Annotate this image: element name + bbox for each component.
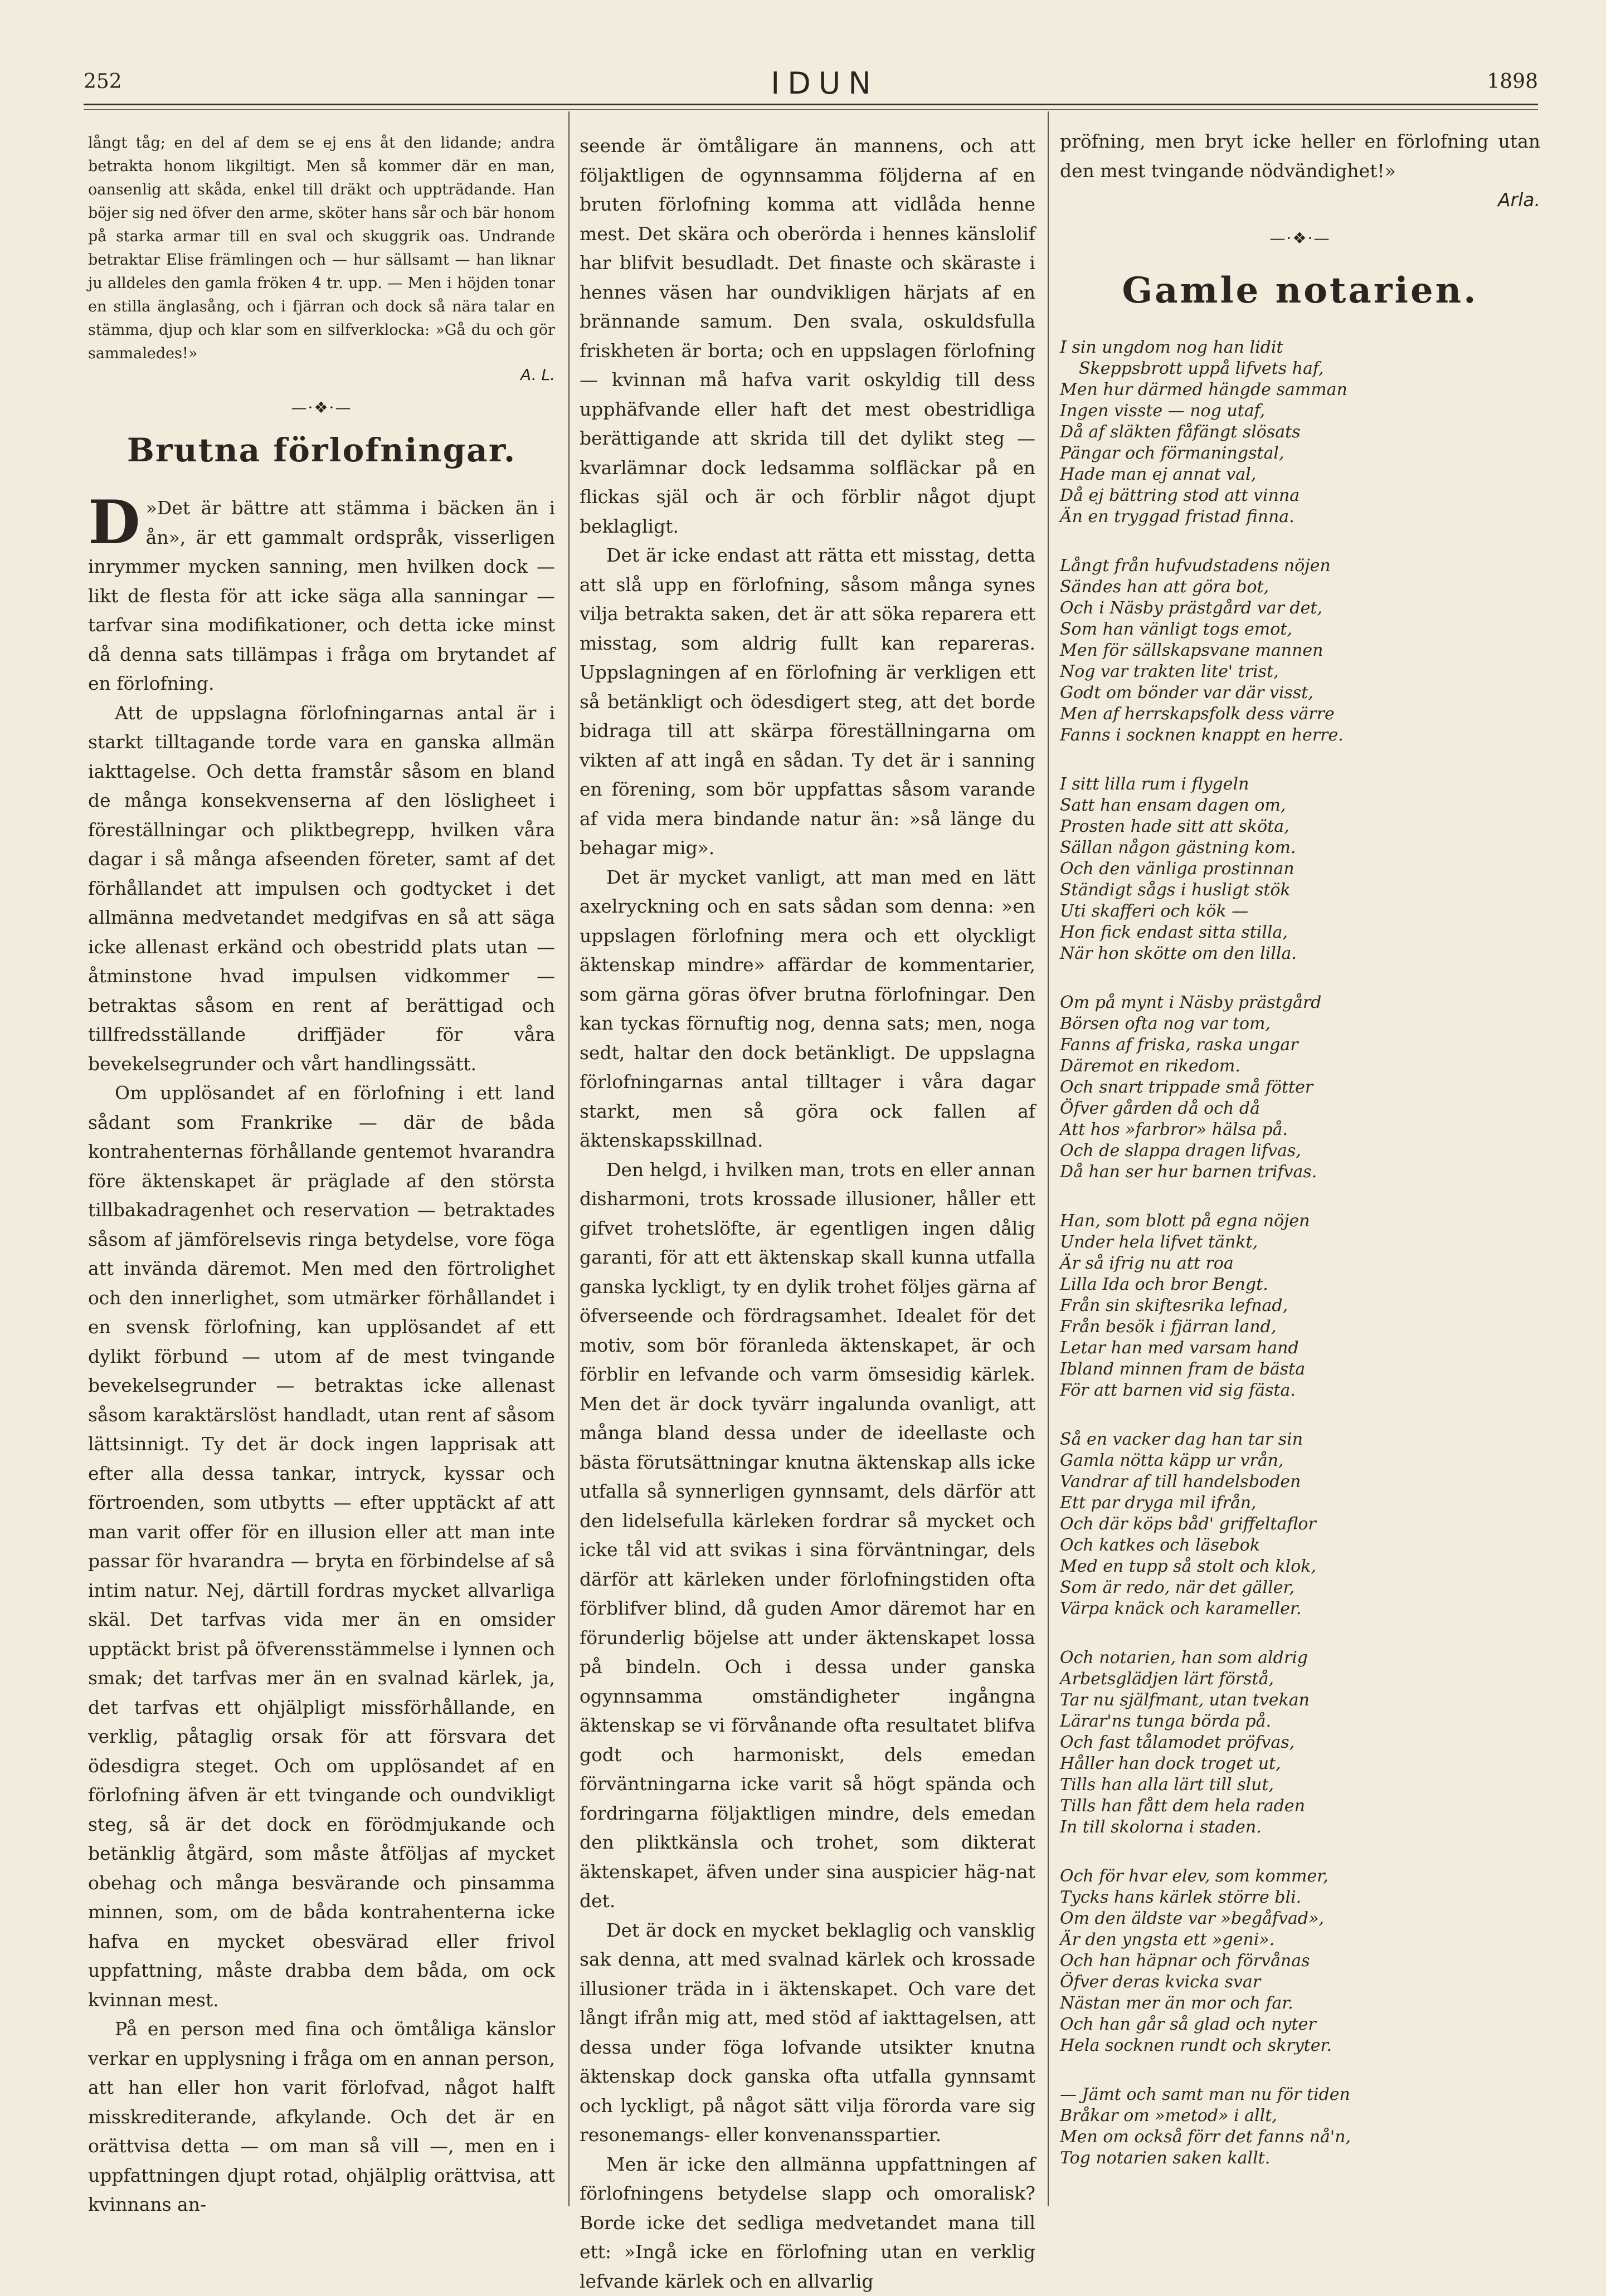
poem-line: Hon fick endast sitta stilla, [1060, 922, 1540, 943]
poem-line: Bråkar om »metod» i allt, [1060, 2105, 1540, 2127]
poem-line: Håller han dock troget ut, [1060, 1753, 1540, 1775]
poem-line: Men för sällskapsvane mannen [1060, 640, 1540, 661]
poem-line: Hade man ej annat val, [1060, 464, 1540, 485]
poem-line: Och katkes och läsebok [1060, 1535, 1540, 1556]
poem-line: Tycks hans kärlek större bli. [1060, 1887, 1540, 1908]
poem-line: Som är redo, när det gäller, [1060, 1577, 1540, 1598]
article-paragraph: På en person med fina och ömtåliga känslor verkar en upplysning i fråga om en annan person, att han eller hon varit förlofvad, något halft misskrediterande, afkylande. Och det är en orättvisa detta — om man så vill —, men en i uppfattningen djupt rotad, ohjälplig orättvisa, att kvinnans an- [88, 2015, 555, 2220]
article-paragraph: Den helgd, i hvilken man, trots en eller annan disharmoni, trots krossade illusioner, håller ett gifvet trohetslöfte, är egentligen ingen dålig garanti, för att ett äktenskap skall kunna utfalla ganska lyckligt, ty en dylik trohet följes gärna af öfverseende och fördragsamhet. Idealet för det motiv, som bör föranleda äktenskapet, är och förblir en lefvande och varm ömsesidig kärlek. Men det är dock tyvärr ingalunda ovanligt, att många bland dessa under de ideellaste och bästa förutsättningar knutna äktenskap alls icke utfalla så synnerligen gynnsamt, dels därför att den lidelsefulla kärleken fordrar så mycket och icke tål vid att svikas i sina förväntningar, dels därför att kärleken under förlofningstiden ofta förblifver blind, då guden Amor däremot har en förunderlig böjelse att under äktenskapet lossa på bindeln. Och i dessa under ganska ogynnsamma omständigheter ingångna äktenskap se vi förvånande ofta resultatet blifva godt och harmoniskt, dels emedan förväntningarna icke varit så högt spända och fordringarna följaktligen mindre, dels emedan den pliktkänsla och trohet, som dikterat äktenskapet, äfven under sina auspicier häg-nat det. [580, 1156, 1035, 1916]
poem-line: Om den äldste var »begåfvad», [1060, 1908, 1540, 1929]
poem-stanza [1060, 555, 1540, 746]
poem-line: Så en vacker dag han tar sin [1060, 1429, 1540, 1450]
poem-stanza [1060, 1211, 1540, 1401]
header-rule [84, 104, 1538, 105]
poem-line: Och han går så glad och nyter [1060, 2014, 1540, 2035]
first-paragraph-text: »Det är bättre att stämma i bäcken än i ån», är ett gammalt ordspråk, visserligen inrymmer mycken sanning, men hvilken dock — likt de flesta för att icke säga alla sanningar — tarfvar sina modifikationer, och detta icke minst då denna sats tillämpas i fråga om brytandet af en förlofning. [88, 497, 555, 694]
poem-line: Sändes han att göra bot, [1060, 577, 1540, 598]
article-paragraph: Det är mycket vanligt, att man med en lätt axelryckning och en sats sådan som denna: »en uppslagen förlofning mera och ett olyckligt äktenskap mindre» affärdar de kommentarier, som gärna göras öfver brutna förlofningar. Den kan tyckas förnuftig nog, denna sats; men, noga sedt, haltar den dock betänkligt. De uppslagna förlofningarnas antal tilltager i våra dagar starkt, men så göra ock fallen af äktenskapsskillnad. [580, 863, 1035, 1156]
article-paragraph: Om upplösandet af en förlofning i ett land sådant som Frankrike — där de båda kontrahenternas förhållande gentemot hvarandra före äktenskapet är präglade af den största tillbakadragenhet och reservation — betraktades såsom af jämförelsevis ringa betydelse, vore föga att invända däremot. Men med den förtrolighet och den innerlighet, som utmärker förhållandet i en svensk förlofning, kan upplösandet af ett dylikt förbund — utom af de mest tvingande bevekelsegrunder — betraktas icke allenast såsom karaktärslöst handladt, utan rent af såsom lättsinnigt. Ty det är dock ingen lapprisak att efter alla dessa tankar, intryck, kyssar och förtroenden, som utbytts — efter upptäckt af att man varit offer för en illusion eller att man inte passar för hvarandra — bryta en förbindelse af så intim natur. Nej, därtill fordras mycket allvarliga skäl. Det tarfvas vida mer än en omsider upptäckt brist på öfverensstämmelse i lynnen och smak; det tarfvas mer än en svalnad kärlek, ja, det tarfvas ett ohjälpligt missförhållande, en verklig, påtaglig orsak för att försvara det ödesdigra steget. Och om upplösandet af en förlofning äfven är ett tvingande och oundvikligt steg, så är det dock en förödmjukande och betänklig åtgärd, som måste åtföljas af mycket obehag och många besvärande och pinsamma minnen, som, om de båda kontrahenterna icke hafva en mycket obesvärad eller frivol uppfattning, måste drabba dem båda, om ock kvinnan mest. [88, 1079, 555, 2015]
poem-line: Tog notarien saken kallt. [1060, 2148, 1540, 2169]
poem-line: När hon skötte om den lilla. [1060, 943, 1540, 964]
article-signature: Arla. [1060, 186, 1540, 215]
poem-line: Fanns i socknen knappt en herre. [1060, 725, 1540, 746]
poem-line: Och snart trippade små fötter [1060, 1077, 1540, 1098]
page-number: 252 [84, 70, 122, 93]
poem-line: Och de slappa dragen lifvas, [1060, 1140, 1540, 1162]
poem-stanza [1060, 992, 1540, 1183]
previous-article-end [88, 131, 555, 384]
poem-line: I sin ungdom nog han lidit [1060, 337, 1540, 358]
article-paragraph: Men är icke den allmänna uppfattningen af förlofningens betydelse slapp och omoralisk? Borde icke det sedliga medvetandet mana till ett: »Ingå icke en förlofning utan en verklig lefvande kärlek och en allvarlig [580, 2150, 1035, 2296]
poem-line: Skeppsbrott uppå lifvets haf, [1060, 358, 1540, 379]
poem-line: Hela socknen rundt och skryter. [1060, 2035, 1540, 2056]
header-rule-thin [84, 109, 1538, 110]
poem-line: Ett par dryga mil ifrån, [1060, 1493, 1540, 1514]
masthead: IDUN [741, 66, 908, 101]
poem-line: Och han häpnar och förvånas [1060, 1951, 1540, 1972]
drop-cap: D [88, 496, 140, 549]
poem-line: Öfver gården då och då [1060, 1098, 1540, 1119]
poem-line: Nästan mer än mor och far. [1060, 1993, 1540, 2014]
poem-stanza [1060, 1429, 1540, 1620]
poem-line: Vandrar af till handelsboden [1060, 1471, 1540, 1493]
poem-line: — Jämt och samt man nu för tiden [1060, 2084, 1540, 2105]
article-paragraph: seende är ömtåligare än mannens, och att följaktligen de ogynnsamma följderna af en bruten förlofning komma att vidlåda henne mest. Det skära och oberörda i hennes känslolif har blifvit besudladt. Det finaste och skäraste i hennes väsen har oundvikligen härjats af en brännande samum. Den svala, oskuldsfulla friskheten är borta; och en uppslagen förlofning — kvinnan må hafva varit oskyldig till dess upphäfvande eller haft det mest obestridliga berättigande att skrida till det dylikt steg — kvarlämnar dock ledsamma solfläckar på en flickas själ och är och förblir något djupt beklagligt. [580, 131, 1035, 541]
poem-line: Fanns af friska, raska ungar [1060, 1035, 1540, 1056]
poem-line: Öfver deras kvicka svar [1060, 1972, 1540, 1993]
poem-line: Letar han med varsam hand [1060, 1338, 1540, 1359]
poem-line: Satt han ensam dagen om, [1060, 795, 1540, 816]
article-paragraph: Att de uppslagna förlofningarnas antal är i starkt tilltagande torde vara en ganska allmän iakttagelse. Och detta framstår såsom en bland de många konsekvenserna af den lösligheet i föreställningar och pliktbegrepp, hvilken våra dagar i så många afseenden företer, samt af det förhållandet att impulsen och godtycket i det allmänna medvetandet medgifvas en så att säga icke allenast erkänd och obestridd plats utan — åtminstone hvad impulsen vidkommer — betraktas såsom en rent af berättigad och tillfredsställande driffjäder för våra bevekelsegrunder och vårt handlingssätt. [88, 699, 555, 1079]
poem-line: Från sin skiftesrika lefnad, [1060, 1295, 1540, 1317]
section-ornament: —·❖·— [88, 398, 555, 417]
poem-stanza [1060, 337, 1540, 528]
poem-line: Då ej bättring stod att vinna [1060, 485, 1540, 506]
poem-line: Godt om bönder var där visst, [1060, 683, 1540, 704]
poem-line: Och där köps båd' griffeltaflor [1060, 1514, 1540, 1535]
poem-line: Under hela lifvet tänkt, [1060, 1232, 1540, 1253]
poem-stanza [1060, 774, 1540, 964]
poem-line: Och för hvar elev, som kommer, [1060, 1866, 1540, 1887]
poem-line: Lärar'ns tunga börda på. [1060, 1711, 1540, 1732]
poem-line: Börsen ofta nog var tom, [1060, 1013, 1540, 1035]
poem-line: Han, som blott på egna nöjen [1060, 1211, 1540, 1232]
poem-line: Prosten hade sitt att sköta, [1060, 816, 1540, 837]
column-1 [88, 131, 555, 2204]
column-2 [580, 131, 1035, 2204]
poem-body [1060, 337, 1540, 2169]
poem-line: Men om också förr det fanns nå'n, [1060, 2127, 1540, 2148]
poem-line: Värpa knäck och karameller. [1060, 1598, 1540, 1620]
poem-line: Än en tryggad fristad finna. [1060, 506, 1540, 528]
article-first-paragraph [88, 494, 555, 699]
column-divider-1 [568, 111, 570, 2206]
poem-line: Är den yngsta ett »geni». [1060, 1929, 1540, 1951]
column-3 [1060, 127, 1540, 2204]
poem-line: Och den vänliga prostinnan [1060, 859, 1540, 880]
article-paragraph: Det är icke endast att rätta ett misstag, detta att slå upp en förlofning, såsom många synes vilja betrakta saken, det är att söka reparera ett misstag, som aldrig fullt kan repareras. Uppslagningen af en förlofning är verkligen ett så betänkligt och ödesdigert steg, att det borde bidraga till att skärpa föreställningarna om vikten af att ingå en sådan. Ty det är i sanning en förening, som bör uppfattas såsom varande af vida mera bindande natur än: »så länge du behagar mig». [580, 541, 1035, 863]
poem-stanza [1060, 2084, 1540, 2169]
section-ornament: —·❖·— [1060, 229, 1540, 247]
article-final-paragraph: pröfning, men bryt icke heller en förlofning utan den mest tvingande nödvändighet!» [1060, 127, 1540, 186]
previous-article-text: långt tåg; en del af dem se ej ens åt den lidande; andra betrakta honom likgiltigt. Men så kommer där en man, oansenlig att skåda, enkel till dräkt och uppträdande. Han böjer sig ned öfver den arme, sköter hans sår och bär honom på starka armar till en sval och skuggrik oas. Undrande betraktar Elise främlingen och — hur sällsamt — han liknar ju alldeles den gamla fröken 4 tr. upp. — Men i höjden tonar en stilla änglasång, och i fjärran och dock så nära talar en stämma, djup och klar som en silfverklocka: »Gå du och gör sammaledes!» [88, 131, 555, 365]
article-title: Brutna förlofningar. [88, 431, 555, 469]
poem-line: Om på mynt i Näsby prästgård [1060, 992, 1540, 1013]
poem-line: Är så ifrig nu att roa [1060, 1253, 1540, 1274]
poem-line: Då af släkten fåfängt slösats [1060, 422, 1540, 443]
poem-line: Långt från hufvudstadens nöjen [1060, 555, 1540, 577]
column-divider-2 [1048, 111, 1049, 2206]
poem-line: Från besök i fjärran land, [1060, 1317, 1540, 1338]
poem-line: Som han vänligt togs emot, [1060, 619, 1540, 640]
poem-line: Pängar och förmaningstal, [1060, 443, 1540, 464]
poem-line: Och fast tålamodet pröfvas, [1060, 1732, 1540, 1753]
poem-line: Då han ser hur barnen trifvas. [1060, 1162, 1540, 1183]
poem-line: Tar nu själfmant, utan tvekan [1060, 1690, 1540, 1711]
page-header [84, 66, 1538, 99]
poem-line: Att hos »farbror» hälsa på. [1060, 1119, 1540, 1140]
poem-line: Däremot en rikedom. [1060, 1056, 1540, 1077]
poem-line: Men af herrskapsfolk dess värre [1060, 704, 1540, 725]
article-paragraph: Det är dock en mycket beklaglig och vansklig sak denna, att med svalnad kärlek och krossade illusioner träda in i äktenskapet. Och vare det långt ifrån mig att, med stöd af iakttagelsen, att dessa under föga lofvande utsikter knutna äktenskap dock ganska ofta utfalla gynnsamt och lyckligt, på något sätt vilja förorda vare sig resonemangs- eller konvenansspartier. [580, 1916, 1035, 2150]
poem-line: Men hur därmed hängde samman [1060, 379, 1540, 401]
poem-stanza [1060, 1866, 1540, 2056]
previous-article-signature: A. L. [88, 365, 555, 384]
poem-title: Gamle notarien. [1060, 270, 1540, 311]
poem-line: Ibland minnen fram de bästa [1060, 1359, 1540, 1380]
poem-line: För att barnen vid sig fästa. [1060, 1380, 1540, 1401]
poem-line: Ingen visste — nog utaf, [1060, 401, 1540, 422]
year: 1898 [1487, 70, 1538, 93]
poem-line: Och notarien, han som aldrig [1060, 1647, 1540, 1669]
poem-line: Tills han alla lärt till slut, [1060, 1775, 1540, 1796]
poem-line: Och i Näsby prästgård var det, [1060, 598, 1540, 619]
poem-line: Lilla Ida och bror Bengt. [1060, 1274, 1540, 1295]
poem-line: Sällan någon gästning kom. [1060, 837, 1540, 859]
poem-line: I sitt lilla rum i flygeln [1060, 774, 1540, 795]
poem-line: Tills han fått dem hela raden [1060, 1796, 1540, 1817]
poem-line: Uti skafferi och kök — [1060, 901, 1540, 922]
poem-line: Med en tupp så stolt och klok, [1060, 1556, 1540, 1577]
poem-stanza [1060, 1647, 1540, 1838]
poem-line: Ständigt sågs i husligt stök [1060, 880, 1540, 901]
poem-line: Nog var trakten lite' trist, [1060, 661, 1540, 683]
poem-line: Gamla nötta käpp ur vrån, [1060, 1450, 1540, 1471]
poem-line: In till skolorna i staden. [1060, 1817, 1540, 1838]
poem-line: Arbetsglädjen lärt förstå, [1060, 1669, 1540, 1690]
